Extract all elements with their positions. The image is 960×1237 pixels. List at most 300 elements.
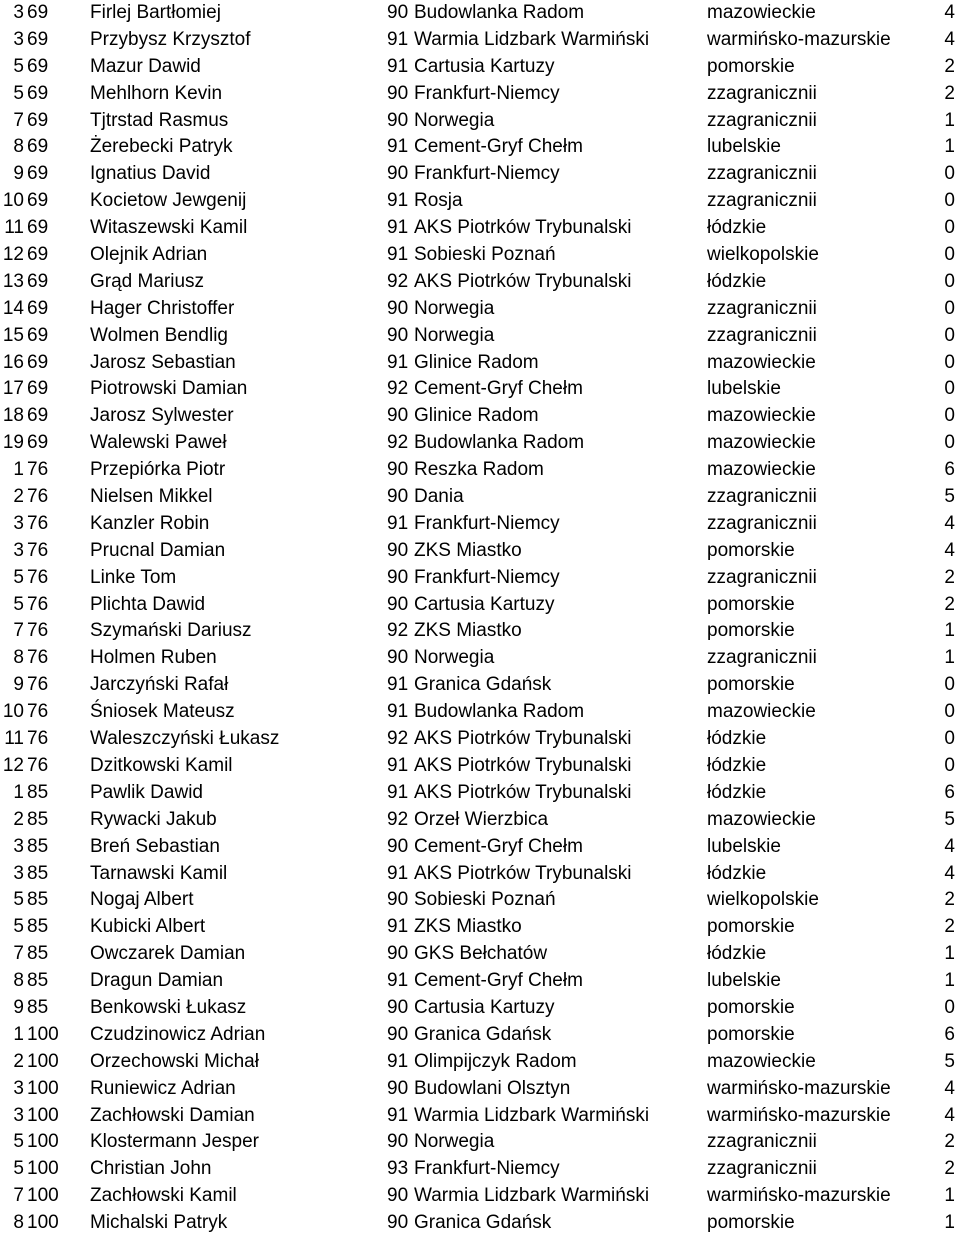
birth-year-cell: 90: [387, 324, 409, 346]
region-cell: łódzkie: [707, 270, 767, 292]
athlete-name-cell: Olejnik Adrian: [90, 244, 208, 266]
club-cell: Reszka Radom: [414, 459, 544, 481]
rank-cell: 3: [13, 1104, 24, 1126]
weight-class-cell: 69: [27, 136, 49, 158]
birth-year-cell: 91: [387, 1050, 409, 1072]
athlete-name-cell: Witaszewski Kamil: [90, 217, 248, 239]
rank-cell: 7: [13, 620, 24, 642]
rank-cell: 1: [13, 459, 24, 481]
birth-year-cell: 91: [387, 754, 409, 776]
table-row: [0, 215, 960, 242]
region-cell: mazowieckie: [707, 701, 816, 723]
region-cell: mazowieckie: [707, 1050, 816, 1072]
club-cell: Warmia Lidzbark Warmiński: [414, 1104, 650, 1126]
points-cell: 0: [944, 701, 955, 723]
points-cell: 4: [944, 2, 955, 23]
rank-cell: 7: [13, 1185, 24, 1207]
table-row: [0, 242, 960, 269]
table-row: [0, 726, 960, 753]
club-cell: Granica Gdańsk: [414, 1023, 552, 1045]
birth-year-cell: 90: [387, 1077, 409, 1099]
birth-year-cell: 92: [387, 270, 409, 292]
club-cell: Budowlanka Radom: [414, 701, 585, 723]
points-cell: 0: [944, 432, 955, 454]
athlete-name-cell: Benkowski Łukasz: [90, 996, 247, 1018]
birth-year-cell: 90: [387, 405, 409, 427]
points-cell: 0: [944, 728, 955, 750]
weight-class-cell: 85: [27, 916, 49, 938]
club-cell: Sobieski Poznań: [414, 889, 556, 911]
athlete-name-cell: Śniosek Mateusz: [90, 701, 235, 723]
athlete-name-cell: Michalski Patryk: [90, 1212, 228, 1234]
birth-year-cell: 90: [387, 297, 409, 319]
birth-year-cell: 90: [387, 486, 409, 508]
weight-class-cell: 100: [27, 1050, 59, 1072]
table-row: [0, 323, 960, 350]
rank-cell: 5: [13, 1158, 24, 1180]
rank-cell: 19: [2, 432, 24, 454]
region-cell: warmińsko-mazurskie: [707, 1185, 891, 1207]
athlete-name-cell: Breń Sebastian: [90, 835, 220, 857]
athlete-name-cell: Żerebecki Patryk: [90, 136, 233, 158]
table-row: [0, 403, 960, 430]
weight-class-cell: 69: [27, 82, 49, 104]
region-cell: mazowieckie: [707, 405, 816, 427]
region-cell: zzagranicznii: [707, 512, 817, 534]
rank-cell: 3: [13, 1077, 24, 1099]
birth-year-cell: 92: [387, 808, 409, 830]
rank-cell: 8: [13, 970, 24, 992]
club-cell: AKS Piotrków Trybunalski: [414, 217, 632, 239]
athlete-name-cell: Jarosz Sylwester: [90, 405, 234, 427]
rank-cell: 3: [13, 539, 24, 561]
weight-class-cell: 69: [27, 28, 49, 50]
athlete-name-cell: Zachłowski Damian: [90, 1104, 255, 1126]
table-row: [0, 81, 960, 108]
table-row: [0, 296, 960, 323]
table-row: [0, 1103, 960, 1130]
weight-class-cell: 100: [27, 1104, 59, 1126]
table-row: [0, 941, 960, 968]
rank-cell: 8: [13, 136, 24, 158]
rank-cell: 2: [13, 1050, 24, 1072]
region-cell: zzagranicznii: [707, 297, 817, 319]
weight-class-cell: 69: [27, 378, 49, 400]
weight-class-cell: 100: [27, 1131, 59, 1153]
region-cell: zzagranicznii: [707, 486, 817, 508]
club-cell: AKS Piotrków Trybunalski: [414, 728, 632, 750]
points-cell: 0: [944, 270, 955, 292]
weight-class-cell: 69: [27, 2, 49, 23]
region-cell: lubelskie: [707, 378, 781, 400]
athlete-name-cell: Waleszczyński Łukasz: [90, 728, 280, 750]
rank-cell: 12: [2, 754, 24, 776]
table-row: [0, 1022, 960, 1049]
birth-year-cell: 91: [387, 55, 409, 77]
birth-year-cell: 90: [387, 566, 409, 588]
table-row: [0, 1183, 960, 1210]
region-cell: zzagranicznii: [707, 324, 817, 346]
rank-cell: 2: [13, 486, 24, 508]
rank-cell: 16: [2, 351, 24, 373]
rank-cell: 1: [13, 781, 24, 803]
points-cell: 6: [944, 781, 955, 803]
region-cell: łódzkie: [707, 781, 767, 803]
birth-year-cell: 90: [387, 539, 409, 561]
region-cell: zzagranicznii: [707, 1158, 817, 1180]
points-cell: 0: [944, 297, 955, 319]
athlete-name-cell: Przepiórka Piotr: [90, 459, 226, 481]
athlete-name-cell: Ignatius David: [90, 163, 211, 185]
club-cell: Frankfurt-Niemcy: [414, 566, 560, 588]
birth-year-cell: 90: [387, 943, 409, 965]
table-row: [0, 807, 960, 834]
table-row: [0, 161, 960, 188]
club-cell: Warmia Lidzbark Warmiński: [414, 1185, 650, 1207]
birth-year-cell: 91: [387, 1104, 409, 1126]
points-cell: 1: [944, 1212, 955, 1234]
club-cell: ZKS Miastko: [414, 539, 522, 561]
points-cell: 2: [944, 1158, 955, 1180]
athlete-name-cell: Pawlik Dawid: [90, 781, 203, 803]
birth-year-cell: 90: [387, 1185, 409, 1207]
points-cell: 4: [944, 28, 955, 50]
weight-class-cell: 85: [27, 996, 49, 1018]
rank-cell: 17: [2, 378, 24, 400]
region-cell: mazowieckie: [707, 432, 816, 454]
birth-year-cell: 92: [387, 432, 409, 454]
weight-class-cell: 69: [27, 190, 49, 212]
club-cell: Budowlani Olsztyn: [414, 1077, 571, 1099]
athlete-name-cell: Tarnawski Kamil: [90, 862, 228, 884]
region-cell: lubelskie: [707, 136, 781, 158]
region-cell: łódzkie: [707, 217, 767, 239]
table-row: [0, 27, 960, 54]
club-cell: Cement-Gryf Chełm: [414, 970, 583, 992]
points-cell: 2: [944, 889, 955, 911]
region-cell: pomorskie: [707, 620, 795, 642]
weight-class-cell: 100: [27, 1158, 59, 1180]
table-row: [0, 457, 960, 484]
club-cell: Norwegia: [414, 1131, 495, 1153]
birth-year-cell: 92: [387, 378, 409, 400]
club-cell: Sobieski Poznań: [414, 244, 556, 266]
table-row: [0, 780, 960, 807]
table-row: [0, 350, 960, 377]
athlete-name-cell: Piotrowski Damian: [90, 378, 248, 400]
rank-cell: 3: [13, 2, 24, 23]
club-cell: Cartusia Kartuzy: [414, 593, 555, 615]
weight-class-cell: 100: [27, 1212, 59, 1234]
weight-class-cell: 76: [27, 620, 49, 642]
weight-class-cell: 69: [27, 244, 49, 266]
region-cell: pomorskie: [707, 593, 795, 615]
birth-year-cell: 91: [387, 970, 409, 992]
weight-class-cell: 76: [27, 486, 49, 508]
rank-cell: 5: [13, 1131, 24, 1153]
table-row: [0, 914, 960, 941]
table-row: [0, 484, 960, 511]
region-cell: warmińsko-mazurskie: [707, 1104, 891, 1126]
club-cell: Cartusia Kartuzy: [414, 55, 555, 77]
table-row: [0, 565, 960, 592]
rank-cell: 11: [4, 217, 24, 239]
region-cell: łódzkie: [707, 862, 767, 884]
birth-year-cell: 91: [387, 512, 409, 534]
points-cell: 5: [944, 808, 955, 830]
table-row: [0, 1076, 960, 1103]
weight-class-cell: 76: [27, 728, 49, 750]
club-cell: AKS Piotrków Trybunalski: [414, 270, 632, 292]
athlete-name-cell: Christian John: [90, 1158, 212, 1180]
table-row: [0, 1049, 960, 1076]
points-cell: 1: [944, 1185, 955, 1207]
points-cell: 4: [944, 1077, 955, 1099]
birth-year-cell: 93: [387, 1158, 409, 1180]
region-cell: wielkopolskie: [707, 244, 819, 266]
club-cell: Glinice Radom: [414, 405, 539, 427]
weight-class-cell: 76: [27, 647, 49, 669]
club-cell: Granica Gdańsk: [414, 1212, 552, 1234]
points-cell: 5: [944, 486, 955, 508]
athlete-name-cell: Przybysz Krzysztof: [90, 28, 251, 50]
athlete-name-cell: Hager Christoffer: [90, 297, 235, 319]
weight-class-cell: 69: [27, 55, 49, 77]
athlete-name-cell: Owczarek Damian: [90, 943, 246, 965]
athlete-name-cell: Klostermann Jesper: [90, 1131, 259, 1153]
weight-class-cell: 69: [27, 405, 49, 427]
table-row: [0, 645, 960, 672]
rank-cell: 15: [2, 324, 24, 346]
athlete-name-cell: Dragun Damian: [90, 970, 224, 992]
weight-class-cell: 76: [27, 512, 49, 534]
athlete-name-cell: Wolmen Bendlig: [90, 324, 229, 346]
weight-class-cell: 69: [27, 324, 49, 346]
region-cell: warmińsko-mazurskie: [707, 28, 891, 50]
points-cell: 2: [944, 916, 955, 938]
table-row: [0, 995, 960, 1022]
region-cell: pomorskie: [707, 674, 795, 696]
club-cell: Norwegia: [414, 324, 495, 346]
points-cell: 2: [944, 593, 955, 615]
points-cell: 0: [944, 217, 955, 239]
table-row: [0, 376, 960, 403]
weight-class-cell: 76: [27, 674, 49, 696]
table-row: [0, 54, 960, 81]
table-row: [0, 834, 960, 861]
athlete-name-cell: Grąd Mariusz: [90, 270, 205, 292]
club-cell: Orzeł Wierzbica: [414, 808, 549, 830]
weight-class-cell: 69: [27, 217, 49, 239]
points-cell: 6: [944, 459, 955, 481]
points-cell: 4: [944, 862, 955, 884]
points-cell: 2: [944, 1131, 955, 1153]
athlete-name-cell: Mazur Dawid: [90, 55, 201, 77]
rank-cell: 1: [13, 1023, 24, 1045]
weight-class-cell: 85: [27, 781, 49, 803]
points-cell: 5: [944, 1050, 955, 1072]
region-cell: pomorskie: [707, 916, 795, 938]
athlete-name-cell: Plichta Dawid: [90, 593, 206, 615]
club-cell: Norwegia: [414, 647, 495, 669]
birth-year-cell: 90: [387, 109, 409, 131]
birth-year-cell: 91: [387, 190, 409, 212]
weight-class-cell: 85: [27, 808, 49, 830]
athlete-name-cell: Dzitkowski Kamil: [90, 754, 233, 776]
region-cell: zzagranicznii: [707, 109, 817, 131]
birth-year-cell: 90: [387, 2, 409, 23]
weight-class-cell: 100: [27, 1185, 59, 1207]
region-cell: mazowieckie: [707, 459, 816, 481]
points-cell: 0: [944, 351, 955, 373]
table-row: [0, 699, 960, 726]
rank-cell: 2: [13, 808, 24, 830]
rank-cell: 14: [2, 297, 24, 319]
table-row: [0, 618, 960, 645]
rank-cell: 9: [13, 674, 24, 696]
table-row: [0, 1210, 960, 1237]
birth-year-cell: 90: [387, 835, 409, 857]
club-cell: AKS Piotrków Trybunalski: [414, 781, 632, 803]
club-cell: Cement-Gryf Chełm: [414, 835, 583, 857]
weight-class-cell: 85: [27, 889, 49, 911]
weight-class-cell: 69: [27, 297, 49, 319]
athlete-name-cell: Walewski Paweł: [90, 432, 227, 454]
club-cell: Glinice Radom: [414, 351, 539, 373]
table-row: [0, 269, 960, 296]
points-cell: 6: [944, 1023, 955, 1045]
weight-class-cell: 69: [27, 270, 49, 292]
club-cell: AKS Piotrków Trybunalski: [414, 862, 632, 884]
birth-year-cell: 92: [387, 620, 409, 642]
weight-class-cell: 76: [27, 754, 49, 776]
rank-cell: 5: [13, 889, 24, 911]
club-cell: Warmia Lidzbark Warmiński: [414, 28, 650, 50]
region-cell: mazowieckie: [707, 351, 816, 373]
region-cell: mazowieckie: [707, 808, 816, 830]
weight-class-cell: 76: [27, 701, 49, 723]
region-cell: pomorskie: [707, 539, 795, 561]
region-cell: lubelskie: [707, 970, 781, 992]
birth-year-cell: 92: [387, 728, 409, 750]
club-cell: Granica Gdańsk: [414, 674, 552, 696]
region-cell: pomorskie: [707, 55, 795, 77]
birth-year-cell: 91: [387, 781, 409, 803]
rank-cell: 13: [2, 270, 24, 292]
club-cell: Norwegia: [414, 297, 495, 319]
region-cell: mazowieckie: [707, 2, 816, 23]
rank-cell: 3: [13, 28, 24, 50]
table-row: [0, 108, 960, 135]
weight-class-cell: 85: [27, 943, 49, 965]
birth-year-cell: 90: [387, 889, 409, 911]
birth-year-cell: 91: [387, 244, 409, 266]
club-cell: Dania: [414, 486, 464, 508]
points-cell: 1: [944, 943, 955, 965]
club-cell: Budowlanka Radom: [414, 432, 585, 454]
region-cell: zzagranicznii: [707, 566, 817, 588]
points-cell: 0: [944, 996, 955, 1018]
athlete-name-cell: Kanzler Robin: [90, 512, 210, 534]
athlete-name-cell: Nogaj Albert: [90, 889, 194, 911]
points-cell: 2: [944, 82, 955, 104]
points-cell: 0: [944, 378, 955, 400]
birth-year-cell: 90: [387, 163, 409, 185]
points-cell: 0: [944, 405, 955, 427]
rank-cell: 5: [13, 55, 24, 77]
table-row: [0, 1129, 960, 1156]
table-row: [0, 753, 960, 780]
athlete-name-cell: Holmen Ruben: [90, 647, 217, 669]
club-cell: Rosja: [414, 190, 463, 212]
region-cell: pomorskie: [707, 1212, 795, 1234]
points-cell: 1: [944, 620, 955, 642]
region-cell: łódzkie: [707, 754, 767, 776]
club-cell: Frankfurt-Niemcy: [414, 82, 560, 104]
points-cell: 4: [944, 512, 955, 534]
athlete-name-cell: Szymański Dariusz: [90, 620, 252, 642]
athlete-name-cell: Runiewicz Adrian: [90, 1077, 236, 1099]
weight-class-cell: 85: [27, 862, 49, 884]
points-cell: 0: [944, 163, 955, 185]
athlete-name-cell: Orzechowski Michał: [90, 1050, 259, 1072]
birth-year-cell: 90: [387, 1023, 409, 1045]
athlete-name-cell: Linke Tom: [90, 566, 177, 588]
weight-class-cell: 85: [27, 970, 49, 992]
weight-class-cell: 69: [27, 109, 49, 131]
rank-cell: 9: [13, 163, 24, 185]
rank-cell: 10: [2, 701, 24, 723]
athlete-name-cell: Jarczyński Rafał: [90, 674, 229, 696]
club-cell: GKS Bełchatów: [414, 943, 548, 965]
region-cell: zzagranicznii: [707, 190, 817, 212]
table-row: [0, 592, 960, 619]
table-row: [0, 968, 960, 995]
table-row: [0, 134, 960, 161]
weight-class-cell: 69: [27, 351, 49, 373]
points-cell: 4: [944, 539, 955, 561]
weight-class-cell: 76: [27, 539, 49, 561]
table-row: [0, 0, 960, 27]
region-cell: lubelskie: [707, 835, 781, 857]
table-row: [0, 538, 960, 565]
athlete-name-cell: Nielsen Mikkel: [90, 486, 213, 508]
table-row: [0, 1156, 960, 1183]
birth-year-cell: 91: [387, 916, 409, 938]
weight-class-cell: 76: [27, 459, 49, 481]
athlete-name-cell: Czudzinowicz Adrian: [90, 1023, 266, 1045]
birth-year-cell: 91: [387, 674, 409, 696]
club-cell: Frankfurt-Niemcy: [414, 512, 560, 534]
birth-year-cell: 91: [387, 351, 409, 373]
region-cell: pomorskie: [707, 996, 795, 1018]
points-cell: 2: [944, 55, 955, 77]
table-row: [0, 861, 960, 888]
rank-cell: 9: [13, 996, 24, 1018]
birth-year-cell: 91: [387, 28, 409, 50]
club-cell: AKS Piotrków Trybunalski: [414, 754, 632, 776]
points-cell: 2: [944, 566, 955, 588]
weight-class-cell: 100: [27, 1023, 59, 1045]
points-cell: 0: [944, 674, 955, 696]
table-row: [0, 672, 960, 699]
region-cell: warmińsko-mazurskie: [707, 1077, 891, 1099]
birth-year-cell: 91: [387, 701, 409, 723]
rank-cell: 5: [13, 593, 24, 615]
region-cell: zzagranicznii: [707, 1131, 817, 1153]
birth-year-cell: 90: [387, 1131, 409, 1153]
rank-cell: 7: [13, 943, 24, 965]
